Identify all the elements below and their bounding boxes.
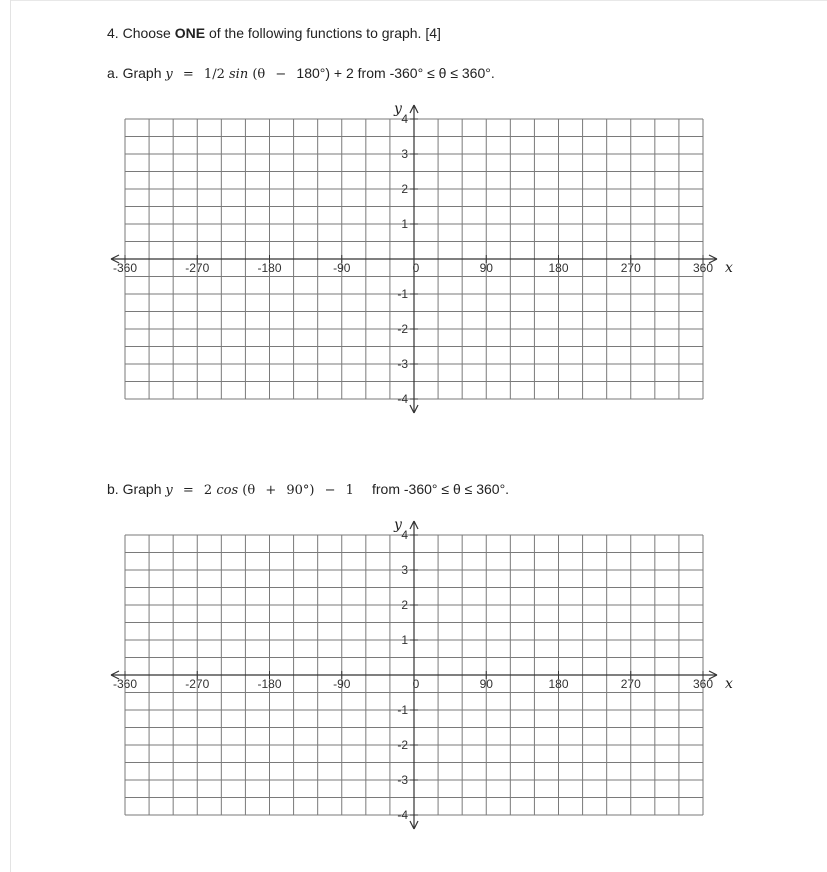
part-b-op2: − xyxy=(324,483,336,498)
y-axis-label: y xyxy=(394,101,402,117)
part-a-domain: -360° ≤ θ ≤ 360°. xyxy=(389,65,495,81)
part-a-prefix: a. Graph xyxy=(107,65,162,81)
y-tick-label: 3 xyxy=(401,147,408,161)
x-tick-label: -90 xyxy=(333,261,351,275)
graph-b xyxy=(100,516,750,831)
part-b-prompt xyxy=(107,481,509,498)
question-number: 4. xyxy=(107,25,119,41)
y-tick-label: -1 xyxy=(397,287,408,301)
y-tick-label: -3 xyxy=(397,773,408,787)
x-tick-label: -360 xyxy=(112,261,138,275)
x-tick-label: 90 xyxy=(479,677,493,691)
part-a-func: sin xyxy=(228,67,249,82)
graph-a-grid xyxy=(100,100,750,415)
x-tick-label: -270 xyxy=(185,677,210,691)
x-tick-label: -180 xyxy=(257,677,282,691)
graph-b-grid xyxy=(100,516,750,831)
x-axis-label: x xyxy=(725,260,733,276)
y-tick-label: -1 xyxy=(397,703,408,717)
part-b-var: y xyxy=(165,483,173,498)
x-tick-label: 270 xyxy=(620,261,641,275)
y-tick-label: 4 xyxy=(401,528,408,542)
y-tick-label: 2 xyxy=(401,182,408,196)
x-tick-label: -90 xyxy=(333,677,351,691)
question-rest: of the following functions to graph. [4] xyxy=(208,25,441,41)
x-tick-label: 180 xyxy=(548,677,569,691)
page-left-border xyxy=(10,0,11,872)
part-a-op: − xyxy=(275,67,287,82)
y-tick-label: -2 xyxy=(397,738,408,752)
part-b-equals: = xyxy=(182,483,194,498)
page-top-border xyxy=(10,0,827,1)
part-b-func: cos xyxy=(216,483,239,498)
x-tick-label: 0 xyxy=(412,677,420,691)
question-lead: Choose xyxy=(122,25,171,41)
y-axis-label: y xyxy=(394,517,402,533)
part-b-prefix: b. Graph xyxy=(107,481,162,497)
x-tick-label: 360 xyxy=(692,261,714,275)
x-tick-label: 270 xyxy=(620,677,641,691)
y-tick-label: 4 xyxy=(401,112,408,126)
y-tick-label: 1 xyxy=(401,217,408,231)
part-b-inner: (θ xyxy=(242,483,256,498)
part-a-coef: 1/2 xyxy=(203,67,225,82)
question-emphasis: ONE xyxy=(174,25,206,41)
x-tick-label: 360 xyxy=(692,677,714,691)
y-tick-label: -4 xyxy=(397,392,408,406)
part-a-var: y xyxy=(165,67,173,82)
part-b-shift: 90°) xyxy=(286,483,315,498)
part-b-domain: from -360° ≤ θ ≤ 360°. xyxy=(371,481,510,497)
x-tick-label: -270 xyxy=(185,261,210,275)
part-a-shift: 180°) + 2 from xyxy=(296,65,386,81)
y-tick-label: -4 xyxy=(397,808,408,822)
graph-a xyxy=(100,100,750,415)
part-a-inner: (θ xyxy=(252,67,266,82)
x-axis-label: x xyxy=(725,676,733,692)
part-b-op: + xyxy=(265,483,277,498)
x-tick-label: -180 xyxy=(257,261,282,275)
part-b-coef: 2 xyxy=(203,483,213,498)
y-tick-label: -3 xyxy=(397,357,408,371)
part-b-equation xyxy=(165,483,358,498)
x-tick-label: -360 xyxy=(112,677,138,691)
part-b-const: 1 xyxy=(345,483,354,498)
question-title xyxy=(107,25,441,41)
part-a-equation xyxy=(165,67,296,82)
part-a-equals: = xyxy=(182,67,194,82)
x-tick-label: 0 xyxy=(412,261,420,275)
y-tick-label: -2 xyxy=(397,322,408,336)
x-tick-label: 180 xyxy=(548,261,569,275)
y-tick-label: 3 xyxy=(401,563,408,577)
x-tick-label: 90 xyxy=(479,261,493,275)
y-tick-label: 1 xyxy=(401,633,408,647)
y-tick-label: 2 xyxy=(401,598,408,612)
part-a-prompt xyxy=(107,65,495,82)
